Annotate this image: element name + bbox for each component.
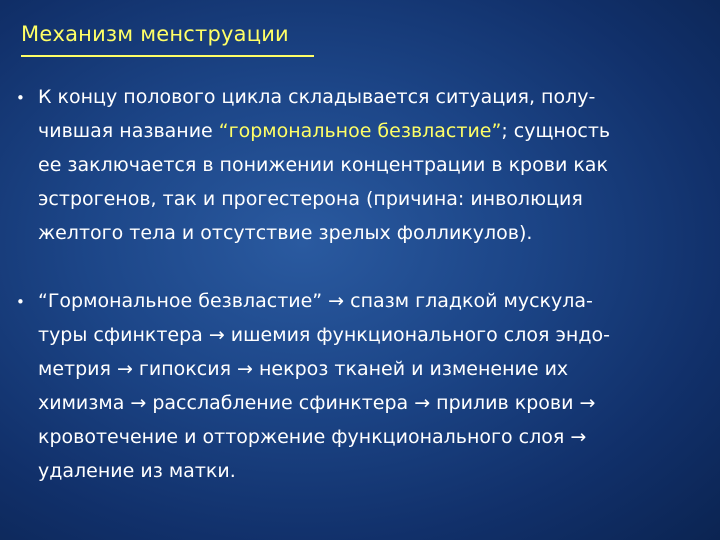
bullet-line xyxy=(38,324,610,346)
bullet-marker: • xyxy=(16,89,25,107)
line-text: химизма → расслабление сфинктера → прилив крови → xyxy=(38,392,596,414)
bullet-marker: • xyxy=(16,293,25,311)
line-text: метрия → гипоксия → некроз тканей и изменение их xyxy=(38,358,569,380)
bullet-line xyxy=(38,154,608,176)
title-underline xyxy=(21,55,314,57)
bullet-line xyxy=(38,188,583,210)
bullet-line xyxy=(38,426,586,448)
bullet-line xyxy=(38,222,532,244)
line-text: ее заключается в понижении концентрации в крови как xyxy=(38,154,608,176)
line-text: “Гормональное безвластие” → спазм гладкой мускула- xyxy=(38,290,593,312)
line-text: чившая название xyxy=(38,120,219,142)
slide-title: Механизм менструации xyxy=(21,22,289,46)
line-text: удаление из матки. xyxy=(38,460,236,482)
line-text: эстрогенов, так и прогестерона (причина: инволюция xyxy=(38,188,583,210)
bullet-line xyxy=(38,392,595,414)
line-text: ; сущность xyxy=(501,120,611,142)
bullet-line xyxy=(38,120,610,142)
line-text: К концу полового цикла складывается ситуация, полу- xyxy=(38,86,596,108)
line-text: кровотечение и отторжение функционального слоя → xyxy=(38,426,587,448)
line-text: туры сфинктера → ишемия функционального слоя эндо- xyxy=(38,324,610,346)
line-text: желтого тела и отсутствие зрелых фолликулов). xyxy=(38,222,533,244)
bullet-line xyxy=(38,358,568,380)
bullet-line xyxy=(38,290,593,312)
bullet-line xyxy=(38,460,236,482)
bullet-line xyxy=(38,86,595,108)
highlighted-term: “гормональное безвластие” xyxy=(218,120,502,142)
